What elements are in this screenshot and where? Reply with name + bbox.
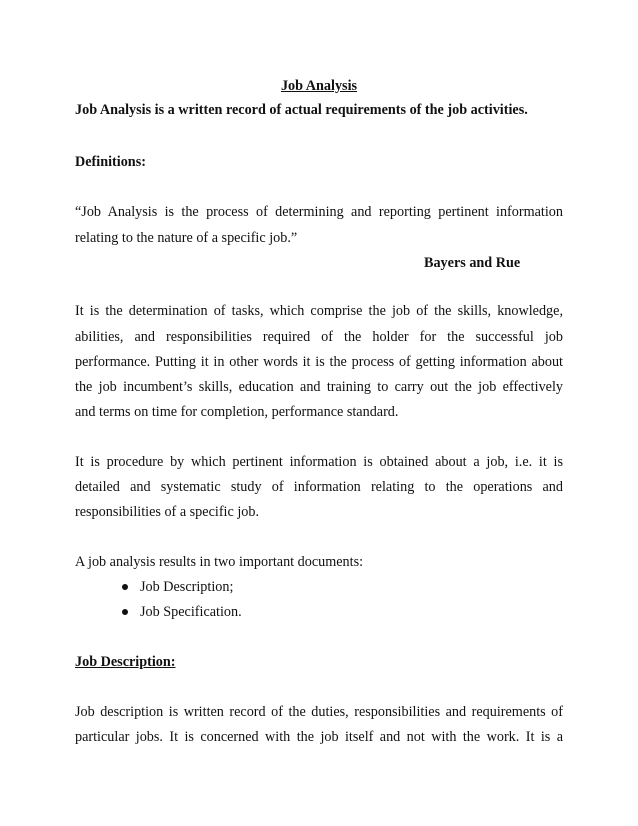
list-item-label: Job Specification. [140, 604, 242, 620]
list-item [122, 603, 242, 621]
para2-line-3: responsibilities of a specific job. [75, 504, 260, 520]
intro-statement: Job Analysis is a written record of actual requirements of the job activities. [75, 102, 528, 118]
para2-line-1: It is procedure by which pertinent information is obtained about a job, i.e. it is [75, 454, 563, 470]
quote-line-1: “Job Analysis is the process of determining and reporting pertinent information [75, 204, 563, 220]
para3-line-2: particular jobs. It is concerned with the job itself and not with the work. It is a [75, 729, 563, 745]
page-title: Job Analysis [280, 78, 358, 94]
para2-line-2: detailed and systematic study of information relating to the operations and [75, 479, 563, 495]
job-description-heading: Job Description: [75, 654, 176, 670]
para1-line-1: It is the determination of tasks, which comprise the job of the skills, knowledge, [75, 303, 563, 319]
para1-line-4: the job incumbent’s skills, education and training to carry out the job effectively [75, 379, 563, 395]
list-item-label: Job Description; [140, 579, 234, 595]
quote-author: Bayers and Rue [424, 255, 521, 271]
quote-line-2: relating to the nature of a specific job.” [75, 230, 298, 246]
documents-intro: A job analysis results in two important documents: [75, 554, 364, 570]
bullet-icon [122, 584, 128, 590]
para1-line-5: and terms on time for completion, performance standard. [75, 404, 399, 420]
para3-line-1: Job description is written record of the duties, responsibilities and requirements of [75, 704, 563, 720]
para1-line-2: abilities, and responsibilities required of the holder for the successful job [75, 329, 563, 345]
bullet-icon [122, 609, 128, 615]
list-item [122, 578, 233, 596]
para1-line-3: performance. Putting it in other words it is the process of getting information about [75, 354, 563, 370]
definitions-heading: Definitions: [75, 154, 146, 170]
